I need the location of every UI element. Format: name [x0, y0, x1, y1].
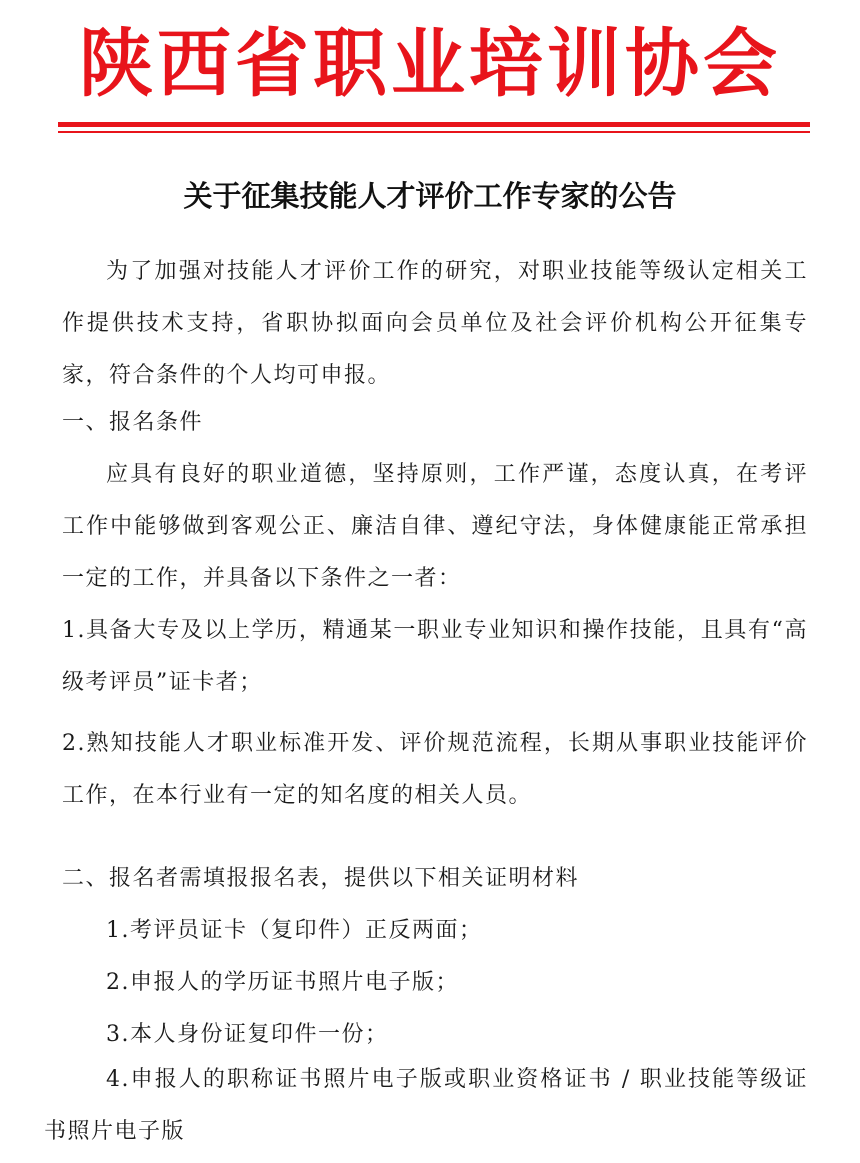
letterhead-title: 陕西省职业培训协会: [79, 21, 781, 107]
document-title: 关于征集技能人才评价工作专家的公告: [183, 179, 677, 213]
section2-heading: 二、报名者需填报报名表，提供以下相关证明材料: [62, 866, 580, 891]
section2-item-4: 4.申报人的职称证书照片电子版或职业资格证书 / 职业技能等级证书照片电子版: [44, 1067, 808, 1144]
section1-item-2: 2.熟知技能人才职业标准开发、评价规范流程，长期从事职业技能评价工作，在本行业有一定的知名度的相关人员。: [62, 731, 808, 808]
section1-description: 应具有良好的职业道德，坚持原则，工作严谨，态度认真，在考评工作中能够做到客观公正、廉洁自律、遵纪守法，身体健康能正常承担一定的工作，并具备以下条件之一者：: [62, 462, 808, 591]
section2-item-1: 1.考评员证卡（复印件）正反两面；: [106, 918, 483, 943]
section2-item-3: 3.本人身份证复印件一份；: [106, 1022, 389, 1047]
body-block-section2: [62, 853, 808, 1061]
body-block-section1-item2: [62, 718, 808, 822]
section1-item-1: 1.具备大专及以上学历，精通某一职业专业知识和操作技能，且具有“高级考评员”证卡者；: [62, 618, 808, 695]
section2-item-2: 2.申报人的学历证书照片电子版；: [106, 970, 459, 995]
letterhead-rule-thick: [58, 122, 810, 127]
letterhead-rule-thin: [58, 131, 810, 133]
body-block-intro: [62, 246, 808, 402]
body-block-section1: [62, 397, 808, 709]
intro-paragraph: 为了加强对技能人才评价工作的研究，对职业技能等级认定相关工作提供技术支持，省职协拟面向会员单位及社会评价机构公开征集专家，符合条件的个人均可申报。: [62, 259, 808, 388]
section1-heading: 一、报名条件: [62, 410, 204, 435]
body-block-section2-item4: [44, 1054, 808, 1158]
